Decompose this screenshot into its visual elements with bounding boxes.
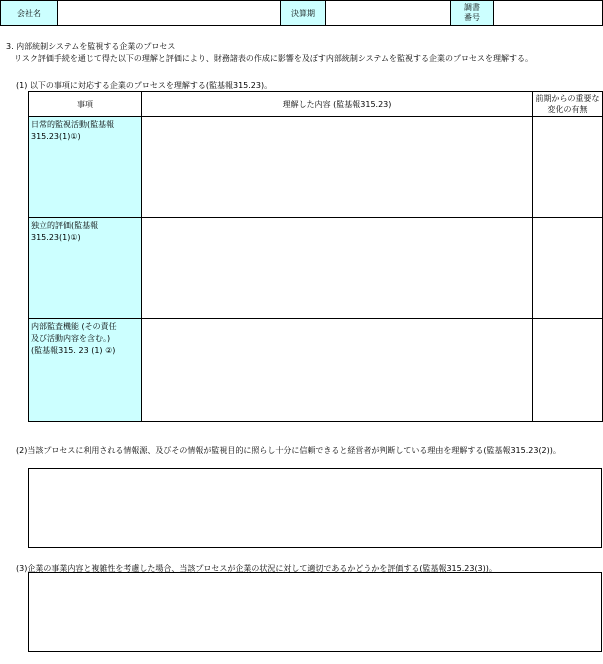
row-item-label — [29, 218, 142, 319]
col-change-line1: 前期からの重要な — [535, 94, 600, 103]
company-field[interactable] — [58, 1, 281, 26]
col-change-header — [533, 92, 603, 117]
row-item-line: (監基報315. 23 (1) ②) — [31, 346, 116, 355]
col-item-header: 事項 — [29, 92, 142, 117]
understanding-cell[interactable] — [142, 117, 533, 218]
section-title: 3. 内部統制システムを監視する企業のプロセス — [6, 42, 176, 51]
q2-answer-box[interactable] — [28, 468, 602, 548]
period-label: 決算期 — [281, 1, 326, 26]
col-change-line2: 変化の有無 — [547, 105, 588, 114]
row-item-line: 日常的監視活動(監基報 — [31, 120, 115, 129]
q3-title: (3)企業の事業内容と複雑性を考慮した場合、当該プロセスが企業の状況に対して適切であるかどうかを評価する(監基報315.23(3))。 — [16, 564, 497, 573]
q3-answer-box[interactable] — [28, 572, 602, 652]
header-table — [0, 0, 603, 26]
q1-table — [28, 91, 603, 422]
row-item-label — [29, 117, 142, 218]
table-row — [29, 117, 603, 218]
row-item-line: 315.23(1)①) — [31, 132, 81, 141]
doc-label-line1: 調書 — [464, 3, 480, 12]
doc-label-line2: 番号 — [464, 13, 480, 22]
doc-number-label — [451, 1, 494, 26]
q2-title: (2)当該プロセスに利用される情報源、及びその情報が監視目的に照らし十分に信頼できると経営者が判断している理由を理解する(監基報315.23(2))。 — [16, 446, 561, 455]
company-label: 会社名 — [1, 1, 58, 26]
change-cell[interactable] — [533, 117, 603, 218]
row-item-line: 315.23(1)①) — [31, 233, 81, 242]
row-item-line: 内部監査機能 (その責任 — [31, 322, 117, 331]
understanding-cell[interactable] — [142, 319, 533, 422]
section-intro: リスク評価手続を通じて得た以下の理解と評価により、財務諸表の作成に影響を及ぼす内部統制システムを監視する企業のプロセスを理解する。 — [14, 54, 534, 63]
period-field[interactable] — [326, 1, 451, 26]
table-row — [29, 218, 603, 319]
row-item-line: 及び活動内容を含む。) — [31, 334, 111, 343]
col-understanding-header: 理解した内容 (監基報315.23) — [142, 92, 533, 117]
row-item-line: 独立的評価(監基報 — [31, 221, 99, 230]
q1-title: (1) 以下の事項に対応する企業のプロセスを理解する(監基報315.23)。 — [16, 81, 273, 90]
change-cell[interactable] — [533, 319, 603, 422]
table-row — [29, 319, 603, 422]
understanding-cell[interactable] — [142, 218, 533, 319]
change-cell[interactable] — [533, 218, 603, 319]
row-item-label — [29, 319, 142, 422]
doc-number-field[interactable] — [494, 1, 603, 26]
